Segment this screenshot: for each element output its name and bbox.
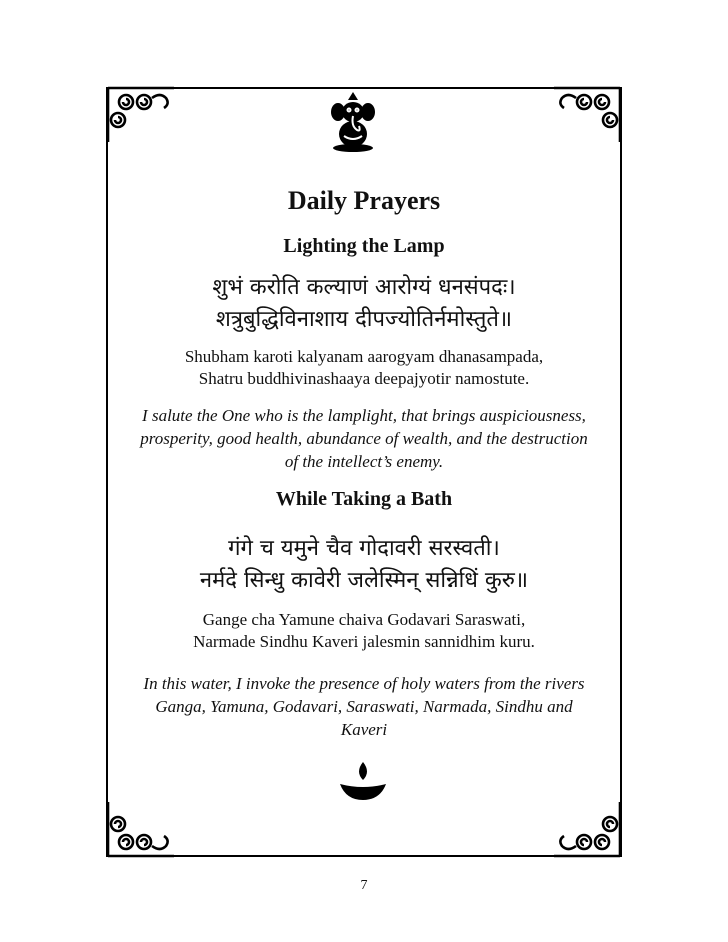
diya-lamp-icon [338,760,388,802]
sanskrit-line: नर्मदे सिन्धु कावेरी जलेस्मिन् सन्निधिं कुरु॥ [199,568,529,593]
ganesha-icon [330,90,376,152]
sanskrit-verse [106,533,622,597]
swirl-ornament-icon [552,84,624,144]
sanskrit-line: गंगे च यमुने चैव गोदावरी सरस्वती। [228,536,500,561]
transliteration-line: Shubham karoti kalyanam aarogyam dhanasampada, [184,347,544,366]
meaning-line: Ganga, Yamuna, Godavari, Saraswati, Narmada, Sindhu and [155,697,573,716]
sanskrit-line: शुभं करोति कल्याणं आरोग्यं धनसंपदः। [212,275,516,300]
sanskrit-verse [106,272,622,336]
page-number: 7 [360,878,368,893]
transliteration [106,346,622,390]
swirl-ornament-icon [552,800,624,860]
meaning-line: In this water, I invoke the presence of holy waters from the rivers [143,674,585,693]
transliteration-line: Shatru buddhivinashaaya deepajyotir namostute. [198,369,530,388]
meaning-line: Kaveri [340,720,388,739]
swirl-ornament-icon [104,800,176,860]
meaning-text [108,672,620,741]
meaning-line: prosperity, good health, abundance of wealth, and the destruction [140,429,588,448]
swirl-ornament-icon [104,84,176,144]
page-title: Daily Prayers [287,186,441,215]
meaning-text [108,404,620,473]
meaning-line: I salute the One who is the lamplight, that brings auspiciousness, [142,406,586,425]
section-heading: While Taking a Bath [275,488,453,510]
transliteration-line: Narmade Sindhu Kaveri jalesmin sannidhim kuru. [193,632,535,651]
transliteration-line: Gange cha Yamune chaiva Godavari Saraswati, [202,610,526,629]
sanskrit-line: शत्रुबुद्धिविनाशाय दीपज्योतिर्नमोस्तुते॥ [215,307,513,332]
meaning-line: of the intellect’s enemy. [284,452,444,471]
transliteration [106,609,622,653]
section-heading: Lighting the Lamp [283,235,445,257]
